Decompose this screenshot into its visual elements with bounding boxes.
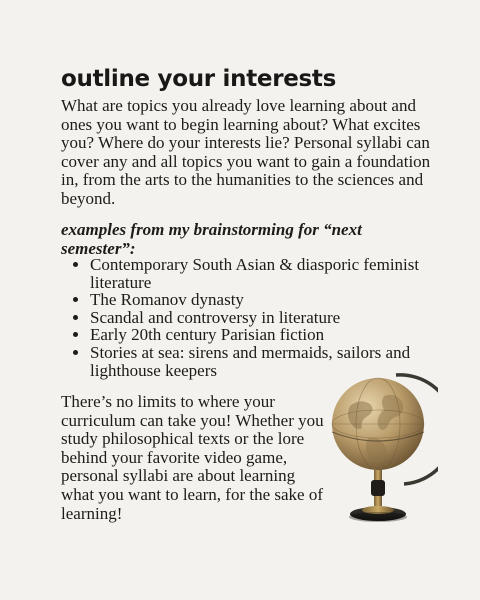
list-item: • Early 20th century Parisian fiction <box>90 326 430 344</box>
list-item: • The Romanov dynasty <box>90 291 430 309</box>
intro-paragraph: What are topics you already love learning about and ones you want to begin learning about? What excites you? Where do your interests lie? Personal syllabi can cover any and all topics you want to gain a foundation in, from the arts to the humanities to the sciences and beyond. <box>61 96 431 208</box>
examples-heading: examples from my brainstorming for “next semester”: <box>61 220 362 258</box>
closing-paragraph: There’s no limits to where your curriculum can take you! Whether you study philosophical texts or the lore behind your favorite video game, personal syllabi are about learning what you want to learn, for the sake of learning! <box>61 392 324 523</box>
globe-icon <box>328 366 438 536</box>
list-item: • Scandal and controversy in literature <box>90 309 430 327</box>
list-item: • Contemporary South Asian & diasporic feminist literature <box>90 256 430 291</box>
list-item: • Stories at sea: sirens and mermaids, sailors and lighthouse keepers <box>90 344 430 379</box>
page-title: outline your interests <box>61 66 337 92</box>
examples-list <box>76 256 430 379</box>
